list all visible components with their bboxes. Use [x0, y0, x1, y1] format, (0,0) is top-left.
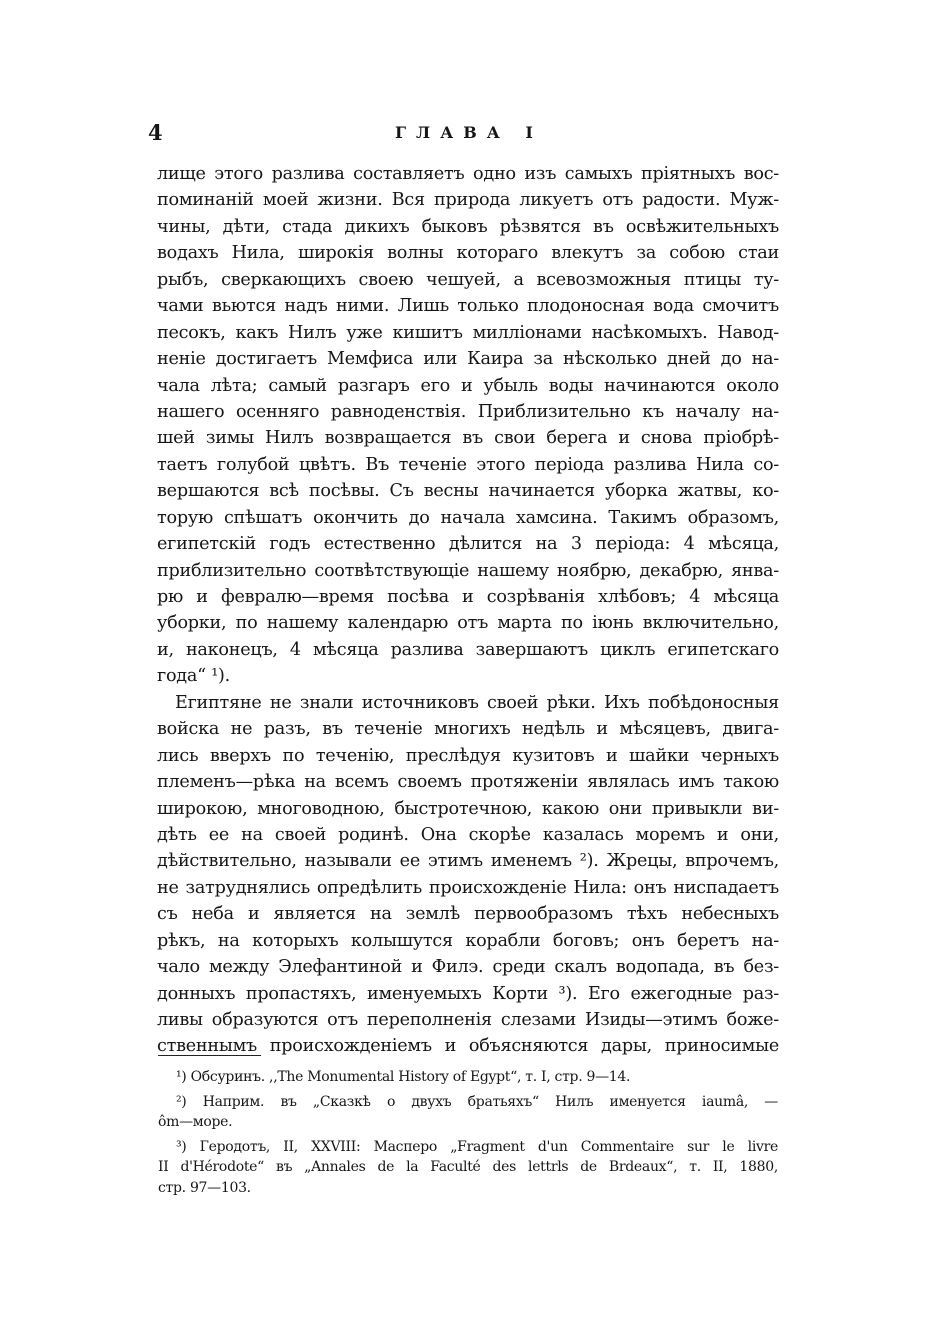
text-line: ливы образуются отъ переполненія слезами Изиды—этимъ боже- — [157, 1010, 779, 1030]
footnote-divider — [158, 1055, 261, 1056]
text-line: лище этого разлива составляетъ одно изъ самыхъ пріятныхъ вос- — [157, 164, 779, 184]
text-line: лись вверхъ по теченію, преслѣдуя кузитовъ и шайки черныхъ — [157, 745, 779, 766]
text-line: года“ ¹). — [157, 666, 230, 687]
footnote-1: ¹) Обсуринъ. ,,The Monumental History of Egypt“, т. I, стр. 9—14. — [176, 1069, 631, 1085]
text-line: песокъ, какъ Нилъ уже кишитъ милліонами насѣкомыхъ. Навод- — [157, 322, 779, 343]
text-line: уборки, по нашему календарю отъ марта по іюнь включительно, — [157, 613, 779, 634]
footnote-3: ³) Геродотъ, II, XXVIII: Масперо „Fragment d'un Commentaire sur le livre — [176, 1138, 778, 1155]
text-line: рѣкъ, на которыхъ колышутся корабли боговъ; онъ беретъ на- — [157, 930, 779, 951]
text-line: водахъ Нила, широкія волны котораго влекутъ за собою стаи — [157, 243, 779, 264]
text-line: вершаются всѣ посѣвы. Съ весны начинается уборка жатвы, ко- — [157, 481, 779, 502]
footnote-3-continued: II d'Hérodote“ въ „Annales de la Faculté des lettrls de Brdeaux“, т. II, 1880, — [158, 1159, 778, 1176]
text-line: шей зимы Нилъ возвращается въ свои берега и снова пріобрѣ- — [157, 428, 779, 449]
main-text — [157, 161, 779, 1060]
text-line: ственнымъ происхожденіемъ и объясняются дары, приносимые — [157, 1036, 779, 1057]
text-line: широкою, многоводною, быстротечною, какою они привыкли ви- — [157, 798, 779, 819]
text-line: чины, дѣти, стада дикихъ быковъ рѣзвятся въ освѣжительныхъ — [157, 216, 779, 237]
text-line: египетскій годъ естественно дѣлится на 3 періода: 4 мѣсяца, — [157, 534, 779, 555]
running-head-title: ГЛАВА I — [395, 123, 543, 142]
footnote-3-end: стр. 97—103. — [158, 1179, 251, 1196]
text-line: поминаній моей жизни. Вся природа ликуетъ отъ радости. Муж- — [157, 190, 779, 211]
paragraph-start-line: Египтяне не знали источниковъ своей рѣки. Ихъ побѣдоносныя — [175, 692, 779, 713]
text-line: донныхъ пропастяхъ, именуемыхъ Корти ³). Его ежегодные раз- — [157, 983, 779, 1004]
text-line: дѣйствительно, называли ее этимъ именемъ ²). Жрецы, впрочемъ, — [157, 851, 779, 872]
text-line: нашего осенняго равноденствія. Приблизительно къ началу на- — [157, 401, 779, 422]
text-line: таетъ голубой цвѣтъ. Въ теченіе этого періода разлива Нила со- — [157, 454, 779, 475]
text-line: чами вьются надъ ними. Лишь только плодоносная вода смочитъ — [157, 296, 779, 317]
text-line: рю и февралю—время посѣва и созрѣванія хлѣбовъ; 4 мѣсяца — [157, 587, 779, 607]
page-number: 4 — [148, 120, 163, 145]
text-line: не затруднялись опредѣлить происхожденіе Нила: онъ ниспадаетъ — [157, 877, 779, 898]
footnote-2-continued: ôm—море. — [158, 1114, 233, 1131]
text-line: чало между Элефантиной и Филэ. среди скалъ водопада, въ без- — [157, 957, 779, 978]
text-line: приблизительно соотвѣтствующіе нашему ноябрю, декабрю, янва- — [157, 560, 779, 581]
text-line: племенъ—рѣка на всемъ своемъ протяженіи являлась имъ такою — [157, 772, 779, 793]
text-line: рыбъ, сверкающихъ своею чешуей, а всевозможныя птицы ту- — [157, 269, 779, 290]
text-line: съ неба и является на землѣ первообразомъ тѣхъ небесныхъ — [157, 904, 779, 925]
text-line: неніе достигаетъ Мемфиса или Каира за нѣсколько дней до на- — [157, 349, 779, 370]
footnotes — [158, 1067, 778, 1199]
text-line: и, наконецъ, 4 мѣсяца разлива завершаютъ циклъ египетскаго — [157, 639, 779, 660]
text-line: дѣть ее на своей родинѣ. Она скорѣе казалась моремъ и они, — [157, 824, 779, 845]
text-line: торую спѣшатъ окончить до начала хамсина. Такимъ образомъ, — [157, 507, 779, 528]
footnote-2: ²) Наприм. въ „Сказкѣ о двухъ братьяхъ“ Нилъ именуется iaumâ, — — [176, 1093, 778, 1110]
text-line: чала лѣта; самый разгаръ его и убыль воды начинаются около — [157, 375, 779, 396]
text-line: войска не разъ, въ теченіе многихъ недѣль и мѣсяцевъ, двига- — [157, 719, 779, 740]
